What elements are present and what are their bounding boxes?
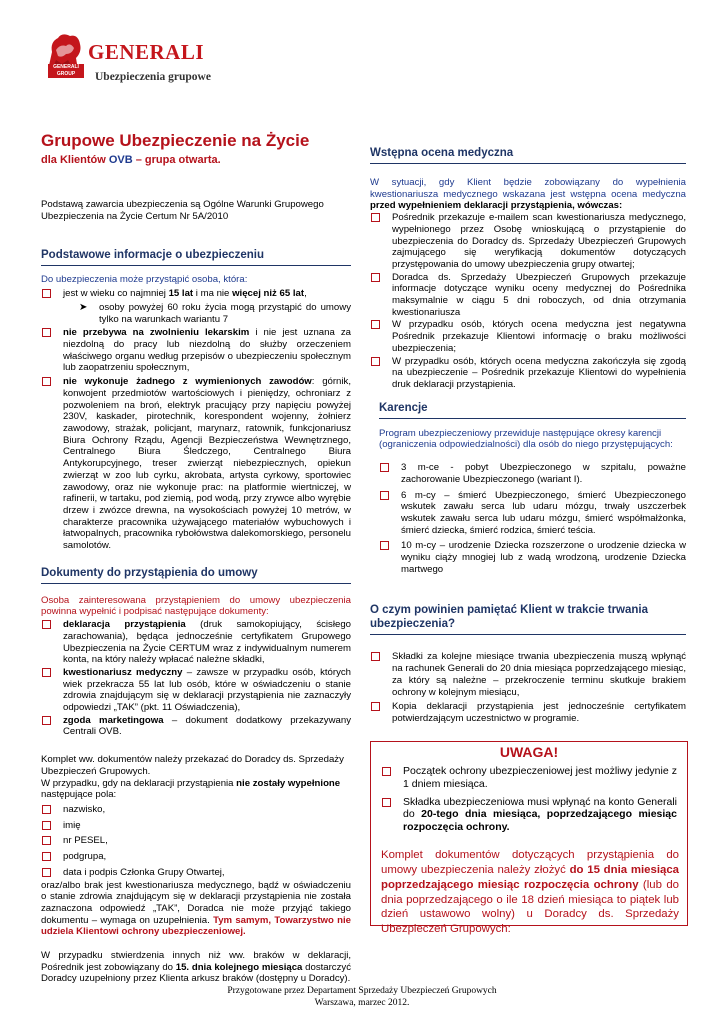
list-item (41, 867, 351, 879)
d3-rest: – dokument dodatkowy przekazywany Centrali OVB. (63, 714, 352, 738)
checkbox-bullet-icon (380, 491, 389, 500)
list-item (41, 820, 351, 832)
basic-lead: Do ubezpieczenia może przystąpić osoba, która: (41, 273, 248, 285)
checkbox-bullet-icon (382, 767, 391, 776)
d2-rest: – zawsze w przypadku osób, których wiek przekracza 55 lat lub osób, które w oświadczeniu o stanie zdrowia znajdującym się w deklaracji przystąpienia nie zaznaczyły odpowiedzi „TAK” (pkt. 11 Oświadczenia), (63, 666, 351, 714)
karencje-item: 3 m-ce - pobyt Ubezpieczonego w szpitalu, poważne zachorowanie Ubezpieczonego (wariant I). (401, 462, 686, 485)
checkbox-bullet-icon (42, 620, 51, 629)
list-item (41, 288, 351, 300)
docs-para-3 (41, 880, 351, 939)
brand-group-box (48, 64, 84, 78)
checkbox-bullet-icon (371, 702, 380, 711)
subtitle-pre: dla Klientów (41, 153, 109, 166)
remember-item: Kopia deklaracji przystąpienia jest jednocześnie certyfikatem potwierdzającym uczestnictwo w programie. (392, 701, 686, 724)
remember-item: Składki za kolejne miesiące trwania ubezpieczenia muszą wpłynąć na rachunek Generali do 20 dnia miesiąca poprzedzającego miesiąc, za który są należne – przekroczenie terminu skutkuje brakiem ochrony w kolejnym miesiącu, (392, 651, 686, 698)
subtitle-ovb: OVB (108, 153, 133, 166)
list-item (370, 319, 686, 354)
checkbox-bullet-icon (42, 328, 51, 337)
checkbox-bullet-icon (42, 668, 51, 677)
footer-line-2: Warszawa, marzec 2012. (314, 998, 410, 1008)
right-column (370, 146, 686, 726)
p3-warning: Tym samym, Towarzystwo nie udziela Klientowi ochrony ubezpieczeniowej. (41, 914, 351, 938)
list-item (41, 715, 351, 738)
remember-heading: O czym powinien pamiętać Klient w trakcie trwania ubezpieczenia? (370, 603, 686, 635)
sub-list-item (41, 302, 351, 325)
list-item (370, 651, 686, 698)
item1-pre: jest w wieku co najmniej (63, 288, 169, 300)
item2-rest: i nie jest uznana za niezdolną do pracy lub niezdolną do służby orzeczeniem właściwego organu według przepisów o ubezpieczeniu społecznym lub zaopatrzeniu społecznym, (63, 327, 351, 374)
checkbox-bullet-icon (380, 463, 389, 472)
d2-bold: kwestionariusz medyczny (63, 666, 183, 678)
list-item (379, 490, 686, 537)
field-label: nr PESEL, (63, 835, 108, 847)
list-item (370, 356, 686, 391)
checkbox-bullet-icon (42, 821, 51, 830)
komplet-pre: Komplet dokumentów dotyczących przystąpienia do umowy ubezpieczenia należy złożyć (381, 849, 679, 876)
brand-name: GENERALI (88, 40, 205, 64)
field-label: data i podpis Członka Grupy Otwartej, (63, 866, 225, 878)
p4-post: dostarczyć Doradcy uzupełniony przez Klienta arkusz braków (dostępny u Doradcy). (41, 961, 351, 985)
medical-item: W przypadku osób, których ocena medyczna zakończyła się zgodą na ubezpieczenie – Pośrednik przekazuje Klientowi do wypełnienia druk deklaracji przystąpienia. (392, 355, 686, 390)
checkbox-bullet-icon (371, 273, 380, 282)
list-item (41, 835, 351, 847)
medical-item: W przypadku osób, których ocena medyczna jest negatywna Pośrednik przekazuje Klientowi informację o braku możliwości ubezpieczenia; (392, 319, 686, 354)
checkbox-bullet-icon (42, 836, 51, 845)
d1-rest: (druk samokopiujący, ścisłego zarachowania), będąca jednocześnie certyfikatem Grupowego Ubezpieczenia na Życie CERTUM wraz z indywidualnym numerem konta, na który należy wpłacać należne składki, (63, 619, 351, 666)
komplet-bold: do 15 dnia miesiąca poprzedzającego miesiąc rozpoczęcia ochrony (381, 863, 679, 891)
list-item (41, 619, 351, 666)
checkbox-bullet-icon (42, 805, 51, 814)
list-item (379, 462, 686, 485)
list-item (41, 376, 351, 552)
p4-pre: W przypadku stwierdzenia innych niż ww. braków w deklaracji, Pośrednik jest zobowiązany do (41, 950, 351, 973)
page-title: Grupowe Ubezpieczenie na Życie (41, 131, 310, 150)
checkbox-bullet-icon (380, 541, 389, 550)
checkbox-bullet-icon (371, 213, 380, 222)
warning-title: UWAGA! (499, 744, 559, 760)
logo (40, 30, 220, 92)
field-label: podgrupa, (63, 851, 107, 863)
p4-bold: 15. dnia kolejnego miesiąca (175, 961, 303, 973)
warning-item-bold: 20-tego dnia miesiąca, poprzedzającego miesiąc rozpoczęcia ochrony. (403, 808, 677, 834)
item1-mid: i ma nie (193, 288, 233, 300)
basic-info-heading: Podstawowe informacje o ubezpieczeniu (41, 248, 351, 266)
subtitle-post: – grupa otwarta. (132, 153, 221, 166)
list-item (370, 212, 686, 271)
list-item (381, 765, 677, 791)
warning-list (371, 761, 687, 834)
brand-tagline: Ubezpieczenia grupowe (95, 71, 211, 83)
item3-bold: nie wykonuje żadnego z wymienionych zawodów (63, 376, 312, 388)
p3-text: oraz/albo brak jest kwestionariusza medycznego, bądź w oświadczeniu o stanie zdrowia znajdującym się w deklaracji przystąpienia nie została zaznaczona odpowiedź „TAK”, Doradca nie może przyjąć takiego dokumentu – wymaga on uzupełnienia. (41, 879, 351, 926)
docs-para-4 (41, 950, 351, 985)
checkbox-bullet-icon (42, 289, 51, 298)
medical-heading: Wstępna ocena medyczna (370, 146, 686, 164)
komplet-post: (lub do dnia poprzedzającego o ile 18 dzień miesiąca to piątek lub dzień ustawowo wolny) u Doradcy ds. Sprzedaży Ubezpieczeń Grupowych: (381, 878, 679, 936)
list-item (41, 851, 351, 863)
list-item (41, 327, 351, 374)
p2-bold: nie zostały wypełnione (236, 777, 341, 789)
left-column (41, 131, 351, 985)
item1-post: , (304, 288, 307, 300)
item1-bold1: 15 lat (168, 288, 194, 300)
p2-post: następujące pola: (41, 789, 117, 801)
d3-bold: zgoda marketingowa (63, 714, 164, 726)
warning-item: Początek ochrony ubezpieczeniowej jest możliwy jedynie z 1 dniem miesiąca. (403, 765, 677, 790)
checkbox-bullet-icon (382, 798, 391, 807)
list-item (381, 796, 677, 834)
item2-bold: nie przebywa na zwolnieniu lekarskim (63, 327, 250, 339)
medical-lead-bold: przed wypełnieniem deklaracji przystąpienia, wówczas: (370, 200, 623, 212)
docs-lead: Osoba zainteresowana przystąpieniem do umowy ubezpieczenia powinna wypełnić i podpisać następujące dokumenty: (41, 594, 351, 618)
docs-heading: Dokumenty do przystąpienia do umowy (41, 566, 351, 584)
medical-lead-text: W sytuacji, gdy Klient będzie zobowiązany do wypełnienia kwestionariusza medycznego wskazana jest wstępna ocena medyczna (370, 177, 686, 200)
brand-group: GENERALI GROUP (53, 64, 79, 77)
item1-bold2: więcej niż 65 lat (232, 288, 305, 300)
list-item (41, 804, 351, 816)
d1-bold: deklaracja przystąpienia (63, 619, 186, 631)
warning-komplet (371, 848, 687, 937)
checkbox-bullet-icon (42, 716, 51, 725)
docs-para-2 (41, 778, 351, 801)
karencje-heading: Karencje (379, 401, 686, 419)
arrow-bullet-icon: ➤ (79, 301, 88, 313)
sub1-text: osoby powyżej 60 roku życia mogą przystąpić do umowy tylko na warunkach wariantu 7 (99, 301, 351, 325)
checkbox-bullet-icon (371, 320, 380, 329)
warning-box (370, 741, 688, 936)
karencje-list (379, 462, 686, 575)
footer-line-1: Przygotowane przez Departament Sprzedaży Ubezpieczeń Grupowych (227, 986, 497, 996)
item3-rest: : górnik, konwojent przedmiotów wartościowych i pieniędzy, ochroniarz z pozwoleniem na broń, elektryk pracujący przy napięciu powyżej 230V, kaskader, pirotechnik, korespondent wojenny, żołnierz zawodowy, strażak, policjant, marynarz, ratownik, funkcjonariusz Biura Ochrony Rządu, Agencji Bezpieczeństwa Wewnętrznego, Centralnego Biura Śledczego, Centralnego Biura Antykorupcyjnego, treser zwierząt niebezpiecznych, opiekun zwierząt w zoo lub cyrku, akrobata, artysta cyrkowy, sportowiec zawodowy, oraz nie wykonuje prac: na platformie wiertniczej, w rafinerii, w tartaku, pod ziemią, pod wodą, przy zrywce albo wyrębie drzew i zwózce drewna, na wysokościach powyżej 10 metrów, w charakterze pracownika używającego materiałów wybuchowych i łatwopalnych, pracownika rybołówstwa dalekomorskiego, personelu samolotów. (63, 376, 351, 552)
field-label: imię (63, 819, 81, 831)
medical-item: Doradca ds. Sprzedaży Ubezpieczeń Grupowych przekazuje informacje dotyczące wyniku oceny medycznej do Pośrednika maksymalnie w ciągu 5 dni roboczych, od dnia otrzymania kwestionariusza (392, 271, 686, 318)
remember-list (370, 651, 686, 724)
docs-para-1: Komplet ww. dokumentów należy przekazać do Doradcy ds. Sprzedaży Ubezpieczeń Grupowych. (41, 754, 344, 777)
medical-lead (370, 177, 686, 212)
list-item (379, 540, 686, 575)
medical-item: Pośrednik przekazuje e-mailem scan kwestionariusza medycznego, wypełnionego przez Osobę wnioskującą o przystąpienie do ubezpieczenia do Doradcy ds. Sprzedaży Ubezpieczeń Grupowych zajmującego się weryfikacją dokumentów dotyczących przystępowania do umowy ubezpieczenia grupy otwartej; (392, 212, 686, 270)
karencje-item: 10 m-cy – urodzenie Dziecka rozszerzone o urodzenie dziecka w wyniku ciąży mnogiej lub z wadą wrodzoną, urodzenie Dziecka martwego (401, 540, 686, 575)
karencje-item: 6 m-cy – śmierć Ubezpieczonego, śmierć Ubezpieczonego wskutek zawału serca lub udaru mózgu, trwały uszczerbek wskutek zawału serca lub udaru mózgu, śmierć współmałżonka, śmierć dziecka, śmierć rodzica, śmierć teścia. (401, 489, 686, 536)
list-item (370, 701, 686, 724)
warning-item-pre: Składka ubezpieczeniowa musi wpłynąć na konto Generali do (403, 795, 677, 821)
missing-fields-list (41, 804, 351, 879)
checkbox-bullet-icon (42, 852, 51, 861)
list-item (370, 272, 686, 319)
karencje-lead: Program ubezpieczeniowy przewiduje następujące okresy karencji (ograniczenia odpowiedzialności) dla osób do niego przystępujących: (379, 427, 673, 451)
checkbox-bullet-icon (42, 868, 51, 877)
checkbox-bullet-icon (42, 377, 51, 386)
list-item (41, 667, 351, 714)
field-label: nazwisko, (63, 804, 106, 815)
page-subtitle (41, 154, 351, 167)
intro-text: Podstawą zawarcia ubezpieczenia są Ogólne Warunki Grupowego Ubezpieczenia na Życie Certum Nr 5A/2010 (41, 199, 324, 222)
checkbox-bullet-icon (371, 652, 380, 661)
checkbox-bullet-icon (371, 357, 380, 366)
p2-pre: W przypadku, gdy na deklaracji przystąpienia (41, 777, 237, 789)
